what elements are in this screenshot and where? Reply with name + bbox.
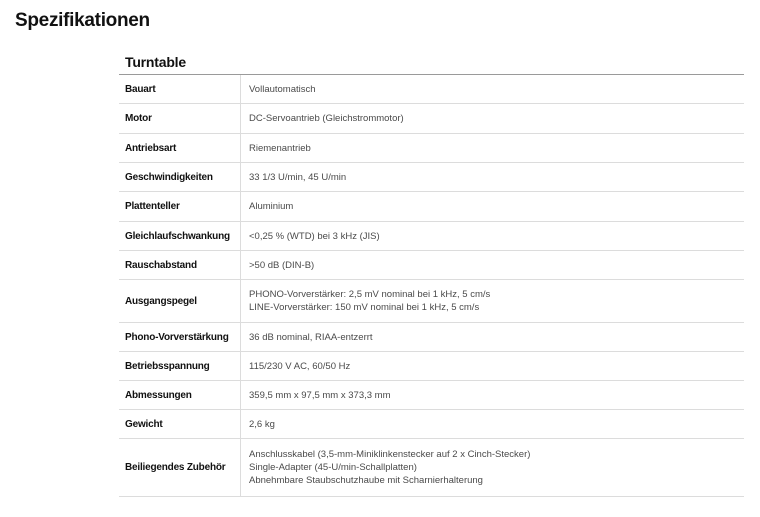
spec-label: Motor bbox=[119, 104, 241, 133]
spec-label: Geschwindigkeiten bbox=[119, 163, 241, 191]
page-title: Spezifikationen bbox=[15, 10, 150, 31]
spec-value-line: <0,25 % (WTD) bei 3 kHz (JIS) bbox=[249, 230, 380, 242]
spec-value-line: Anschlusskabel (3,5-mm-Miniklinkenstecker auf 2 x Cinch-Stecker) bbox=[249, 449, 531, 460]
spec-value bbox=[241, 192, 744, 221]
spec-value bbox=[241, 251, 744, 279]
spec-value bbox=[241, 410, 744, 438]
spec-value-line: LINE-Vorverstärker: 150 mV nominal bei 1 kHz, 5 cm/s bbox=[249, 302, 480, 313]
spec-value-line: PHONO-Vorverstärker: 2,5 mV nominal bei 1 kHz, 5 cm/s bbox=[249, 289, 491, 300]
spec-label: Gewicht bbox=[119, 410, 241, 438]
spec-row bbox=[119, 104, 744, 134]
spec-value bbox=[241, 75, 744, 103]
spec-value bbox=[241, 352, 744, 380]
spec-row bbox=[119, 192, 744, 222]
spec-value-line: Riemenantrieb bbox=[249, 142, 311, 154]
spec-value-line: Single-Adapter (45-U/min-Schallplatten) bbox=[249, 462, 417, 473]
spec-value bbox=[241, 381, 744, 409]
spec-value-line: >50 dB (DIN-B) bbox=[249, 259, 315, 271]
spec-value-line: DC-Servoantrieb (Gleichstrommotor) bbox=[249, 113, 404, 124]
spec-row bbox=[119, 251, 744, 280]
spec-table bbox=[119, 49, 744, 497]
spec-rows bbox=[119, 75, 744, 497]
spec-row bbox=[119, 222, 744, 251]
spec-value bbox=[241, 134, 744, 162]
spec-value-line: Abnehmbare Staubschutzhaube mit Scharnierhalterung bbox=[249, 475, 483, 486]
spec-row bbox=[119, 280, 744, 323]
spec-value-line: Aluminium bbox=[249, 201, 294, 212]
spec-row bbox=[119, 323, 744, 352]
spec-value bbox=[241, 163, 744, 191]
spec-value bbox=[241, 222, 744, 250]
spec-value bbox=[241, 439, 744, 496]
spec-row bbox=[119, 134, 744, 163]
spec-value-line: 2,6 kg bbox=[249, 418, 275, 430]
spec-value-line: 359,5 mm x 97,5 mm x 373,3 mm bbox=[249, 389, 391, 401]
spec-label: Ausgangspegel bbox=[119, 280, 241, 322]
spec-value-line: 36 dB nominal, RIAA-entzerrt bbox=[249, 331, 373, 343]
spec-label: Phono-Vorverstärkung bbox=[119, 323, 241, 351]
spec-row bbox=[119, 410, 744, 439]
spec-row bbox=[119, 439, 744, 497]
spec-row bbox=[119, 381, 744, 410]
spec-value-line: Vollautomatisch bbox=[249, 83, 316, 95]
spec-row bbox=[119, 75, 744, 104]
spec-label: Betriebsspannung bbox=[119, 352, 241, 380]
spec-value bbox=[241, 280, 744, 322]
spec-label: Antriebsart bbox=[119, 134, 241, 162]
section-header bbox=[119, 49, 744, 75]
spec-value-line: 33 1/3 U/min, 45 U/min bbox=[249, 171, 347, 183]
section-title: Turntable bbox=[125, 54, 186, 70]
spec-label: Abmessungen bbox=[119, 381, 241, 409]
spec-label: Plattenteller bbox=[119, 192, 241, 221]
spec-value bbox=[241, 323, 744, 351]
spec-row bbox=[119, 352, 744, 381]
spec-label: Rauschabstand bbox=[119, 251, 241, 279]
spec-value-line: 115/230 V AC, 60/50 Hz bbox=[249, 360, 351, 372]
spec-label: Gleichlaufschwankung bbox=[119, 222, 241, 250]
spec-label: Beiliegendes Zubehör bbox=[119, 439, 241, 496]
spec-value bbox=[241, 104, 744, 133]
spec-row bbox=[119, 163, 744, 192]
spec-label: Bauart bbox=[119, 75, 241, 103]
